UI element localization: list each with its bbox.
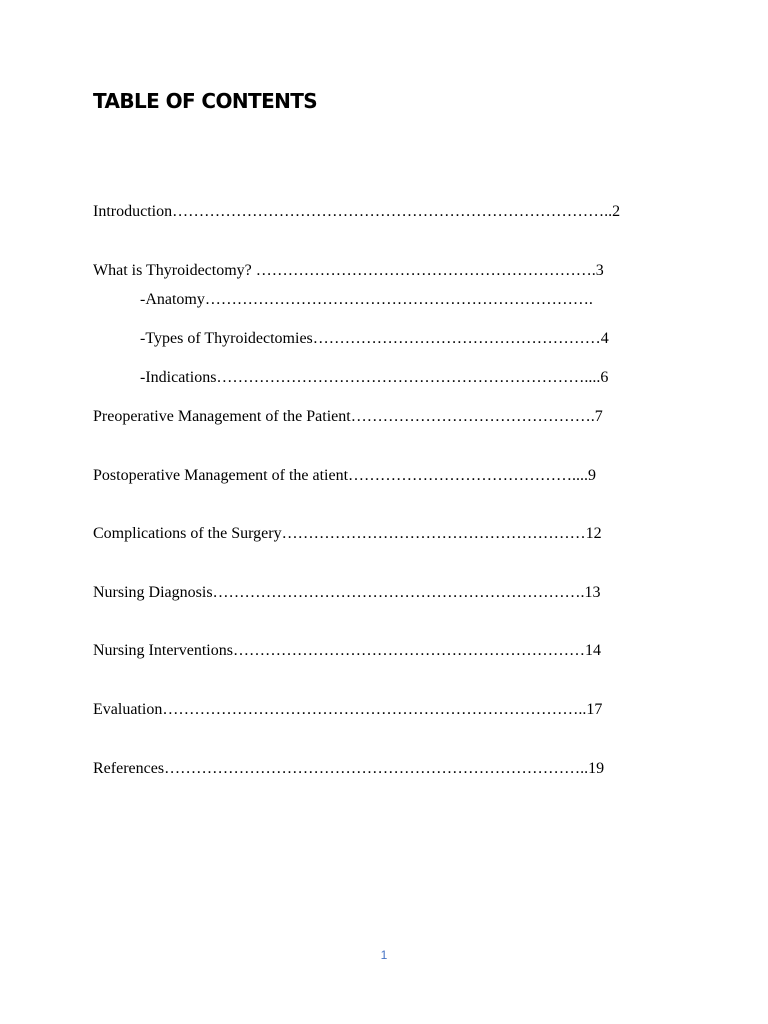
toc-entry-evaluation: Evaluation……………………………………………………………………..17 <box>93 701 603 718</box>
toc-entry-references: References……………………………………………………………………..19 <box>93 760 605 777</box>
toc-subentry-types-of-thyroidectomies: -Types of Thyroidectomies………………………………………………4 <box>140 330 609 347</box>
toc-entry-complications: Complications of the Surgery…………………………………………………12 <box>93 525 602 542</box>
toc-entry-introduction: Introduction………………………………………………………………………..2 <box>93 203 621 220</box>
toc-entry-preoperative-management: Preoperative Management of the Patient……………………………………….7 <box>93 408 603 425</box>
toc-subentry-anatomy: -Anatomy………………………………………………………………. <box>140 291 593 308</box>
page-number: 1 <box>380 948 388 962</box>
page-title: TABLE OF CONTENTS <box>93 89 318 113</box>
toc-entry-nursing-interventions: Nursing Interventions…………………………………………………………14 <box>93 642 601 659</box>
toc-entry-what-is-thyroidectomy: What is Thyroidectomy? ……………………………………………………….3 <box>93 262 604 279</box>
toc-entry-postoperative-management: Postoperative Management of the atient……………………………………....9 <box>93 467 597 484</box>
toc-subentry-indications: -Indications……………………………………………………………....6 <box>140 369 609 386</box>
toc-entry-nursing-diagnosis: Nursing Diagnosis…………………………………………………………….13 <box>93 584 601 601</box>
